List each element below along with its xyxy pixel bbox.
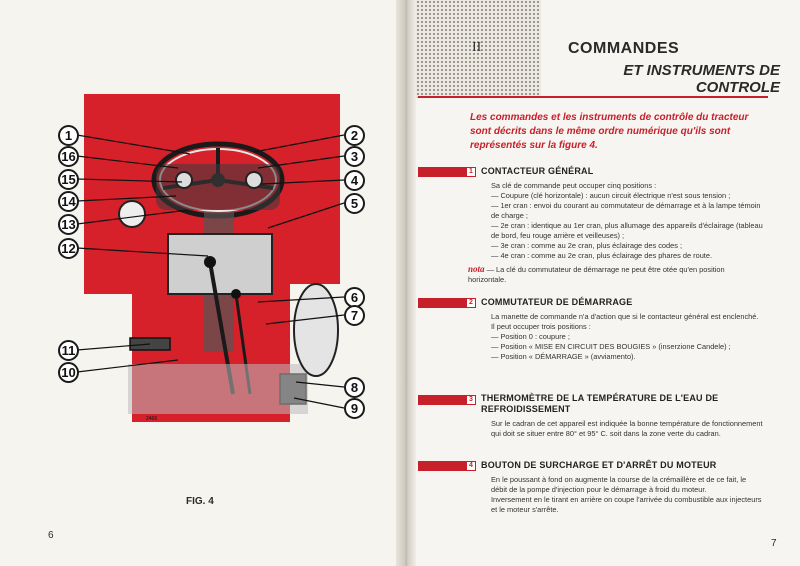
- callout-1: 1: [58, 125, 79, 146]
- chapter-number: II: [472, 40, 482, 55]
- section-1-line: — 2e cran : identique au 1er cran, plus allumage des appareils d'éclairage (tableau de bord, feu rouge arrière et veilleuses) ;: [491, 221, 763, 240]
- callout-12: 12: [58, 238, 79, 259]
- callout-3: 3: [344, 146, 365, 167]
- figure-code: 2466: [146, 416, 158, 422]
- section-1-line: — 3e cran : comme au 2e cran, plus éclairage des codes ;: [491, 241, 683, 250]
- callout-6: 6: [344, 287, 365, 308]
- callout-9: 9: [344, 398, 365, 419]
- figure-caption: FIG. 4: [186, 496, 214, 507]
- red-rule: [418, 96, 768, 98]
- callout-16: 16: [58, 146, 79, 167]
- section-1-line: — 1er cran : envoi du courant au commutateur de démarrage et à la lampe témoin de charge ;: [491, 201, 761, 220]
- section-1-line: — 4e cran : comme au 2e cran, plus éclairage des phares de route.: [491, 251, 713, 260]
- section-2-line: Il peut occuper trois positions :: [491, 322, 591, 331]
- section-2-bar: [418, 298, 466, 308]
- section-4-line: En le poussant à fond on augmente la course de la crémaillère et de ce fait, le débit de la pompe d'injection pour le démarrage à froid du moteur.: [491, 475, 747, 494]
- section-3-number: 3: [466, 395, 476, 405]
- callout-13: 13: [58, 214, 79, 235]
- section-4-line: Inversement en le tirant en arrière on coupe l'arrivée du combustible aux injecteurs et le moteur s'arrête.: [491, 495, 762, 514]
- section-1-nota: [468, 264, 764, 285]
- section-1-bar: [418, 167, 466, 177]
- page-title: [540, 40, 780, 96]
- tractor-illustration: [58, 94, 366, 422]
- callout-2: 2: [344, 125, 365, 146]
- section-2-line: — Position « MISE EN CIRCUIT DES BOUGIES » (inserzione Candele) ;: [491, 342, 731, 351]
- page-number-right: 7: [771, 538, 777, 549]
- tractor-figure: [58, 94, 366, 422]
- section-3-title: THERMOMÈTRE DE LA TEMPÉRATURE DE L'EAU DE REFROIDISSEMENT: [481, 393, 719, 414]
- callout-8: 8: [344, 377, 365, 398]
- section-2-line: La manette de commande n'a d'action que si le contacteur général est enclenché.: [491, 312, 759, 321]
- section-2-body: [491, 312, 763, 362]
- section-3-bar: [418, 395, 466, 405]
- section-2-number: 2: [466, 298, 476, 308]
- book-gutter: [396, 0, 416, 566]
- headlight: [119, 201, 145, 227]
- nota-label: nota: [468, 264, 485, 274]
- section-1-title: CONTACTEUR GÉNÉRAL: [481, 166, 594, 176]
- section-2-line: — Position « DÉMARRAGE » (avviamento).: [491, 352, 636, 361]
- section-1-number: 1: [466, 167, 476, 177]
- page-number-left: 6: [48, 530, 54, 541]
- title-line-1: COMMANDES: [568, 40, 680, 57]
- callout-7: 7: [344, 305, 365, 326]
- callout-10: 10: [58, 362, 79, 383]
- section-4-bar: [418, 461, 466, 471]
- section-4-title: BOUTON DE SURCHARGE ET D'ARRÊT DU MOTEUR: [481, 460, 717, 470]
- title-line-2: ET INSTRUMENTS DE CONTROLE: [623, 62, 780, 96]
- section-3-line: Sur le cadran de cet appareil est indiquée la bonne température de fonctionnement qui doit se situer entre 80° et 95° C. soit dans la zone verte du cadran.: [491, 419, 763, 438]
- callout-4: 4: [344, 170, 365, 191]
- callout-15: 15: [58, 169, 79, 190]
- section-2-line: — Position 0 : coupure ;: [491, 332, 570, 341]
- section-3-body: [491, 419, 763, 439]
- nota-text: — La clé du commutateur de démarrage ne peut être otée qu'en position horizontale.: [468, 265, 725, 284]
- section-1-line: — Coupure (clé horizontale) : aucun circuit électrique n'est sous tension ;: [491, 191, 731, 200]
- section-4-number: 4: [466, 461, 476, 471]
- intro-paragraph: Les commandes et les instruments de contrôle du tracteur sont décrits dans le même ordre numérique qu'ils sont représentés sur la figure 4.: [470, 112, 749, 151]
- section-1-line: Sa clé de commande peut occuper cinq positions :: [491, 181, 657, 190]
- section-2-title: COMMUTATEUR DE DÉMARRAGE: [481, 297, 633, 307]
- section-1-body: [491, 181, 763, 261]
- section-4-body: [491, 475, 763, 515]
- callout-14: 14: [58, 191, 79, 212]
- callout-11: 11: [58, 340, 79, 361]
- callout-5: 5: [344, 193, 365, 214]
